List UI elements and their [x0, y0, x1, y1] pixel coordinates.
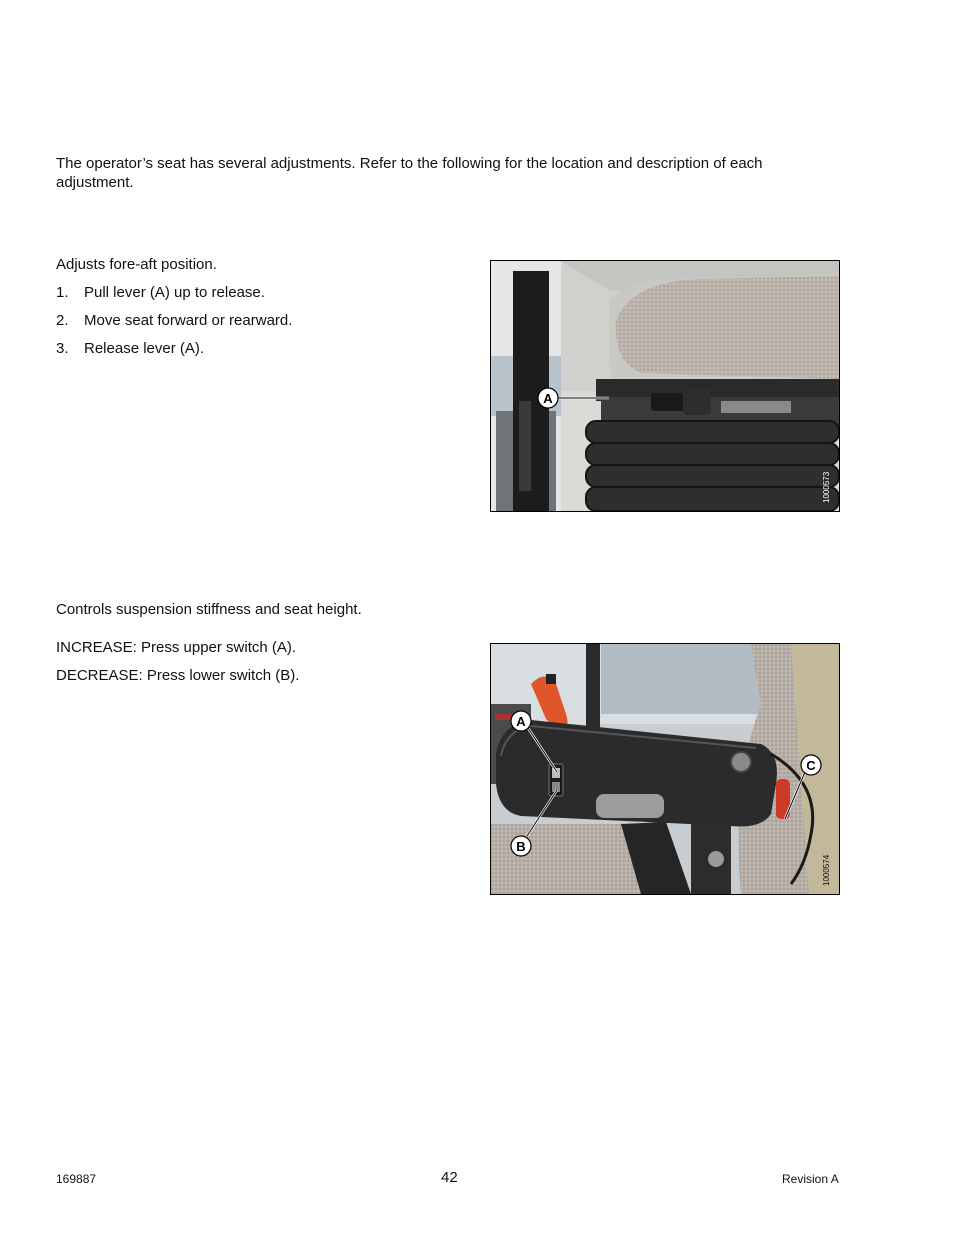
suspension-increase-instruction: INCREASE: Press upper switch (A).	[56, 639, 297, 656]
step-number: 2.	[56, 312, 69, 329]
fore-aft-lever-photo	[490, 260, 840, 512]
photo-id-label: 1000573	[822, 471, 831, 503]
step-number: 1.	[56, 284, 69, 301]
fore-aft-step-2	[56, 311, 292, 330]
suspension-decrease-instruction: DECREASE: Press lower switch (B).	[56, 667, 300, 684]
suspension-switch-photo	[490, 643, 840, 895]
step-text: Release lever (A).	[84, 340, 205, 357]
callout-c-label: C	[806, 758, 816, 773]
callout-a-label: A	[516, 714, 526, 729]
fore-aft-step-1	[56, 283, 265, 302]
callout-a-label: A	[543, 391, 553, 406]
doc-number: 169887	[56, 1172, 97, 1186]
photo-id-label: 1000574	[822, 854, 831, 886]
callout-b-label: B	[516, 839, 526, 854]
suspension-photo-illustration	[491, 644, 839, 894]
page-number: 42	[441, 1169, 458, 1186]
revision-label: Revision A	[782, 1172, 839, 1186]
intro-paragraph: The operator’s seat has several adjustments. Refer to the following for the location and description of each adjustment.	[56, 155, 763, 191]
fore-aft-photo-illustration	[491, 261, 839, 511]
step-text: Pull lever (A) up to release.	[84, 284, 265, 301]
suspension-description: Controls suspension stiffness and seat height.	[56, 601, 362, 618]
step-number: 3.	[56, 340, 69, 357]
fore-aft-description: Adjusts fore-aft position.	[56, 256, 217, 273]
fore-aft-step-3	[56, 339, 204, 358]
step-text: Move seat forward or rearward.	[84, 312, 293, 329]
